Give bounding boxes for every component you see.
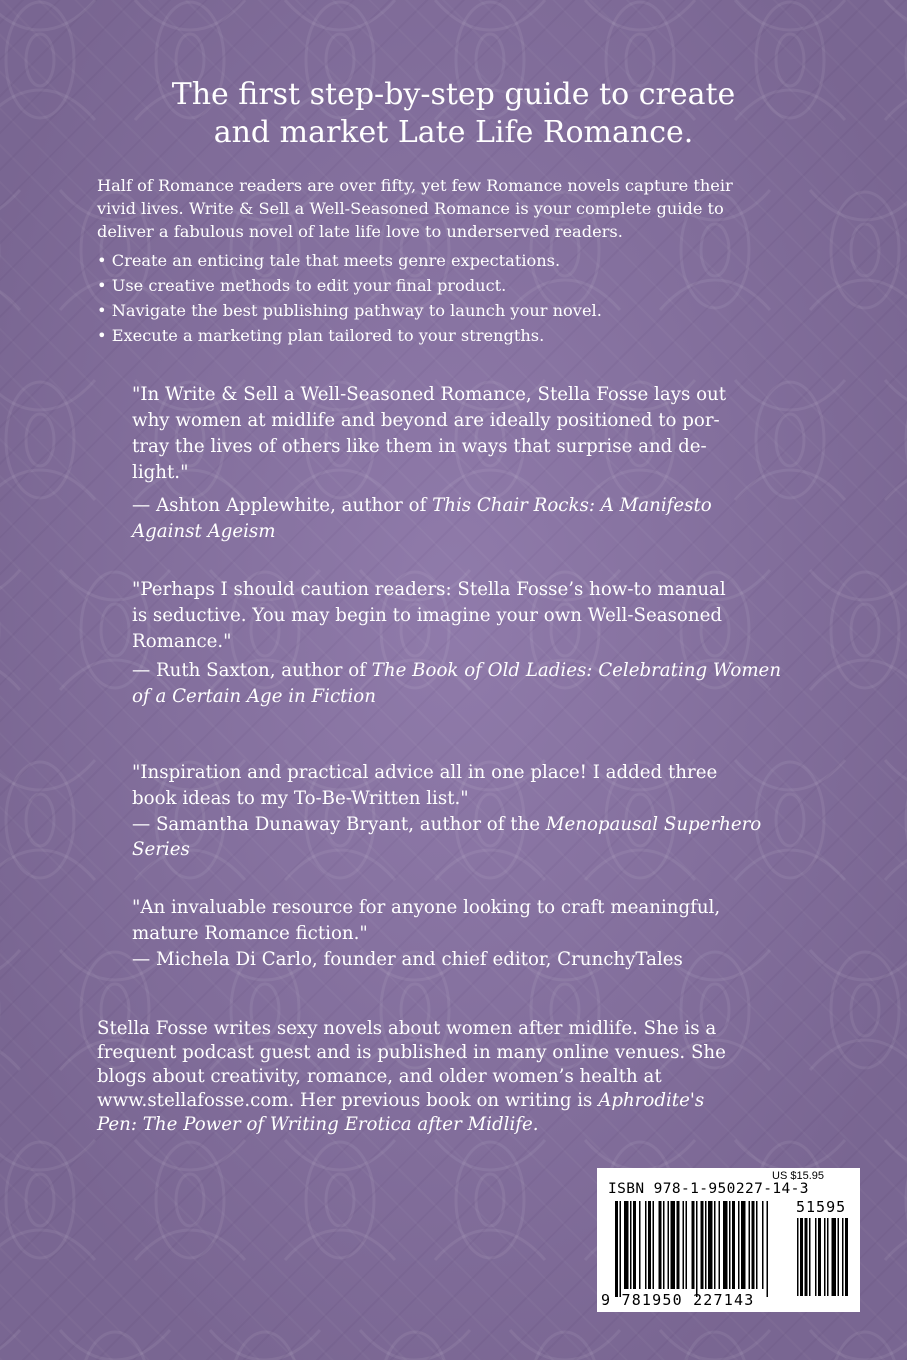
bio-line: blogs about creativity, romance, and older women’s health at bbox=[97, 1066, 662, 1087]
barcode-bar bbox=[719, 1201, 721, 1289]
isbn-label: ISBN 978-1-950227-14-3 bbox=[608, 1181, 809, 1197]
bullet-item: • Navigate the best publishing pathway to launch your novel. bbox=[97, 301, 602, 320]
barcode-bar bbox=[729, 1201, 731, 1289]
addon-bar bbox=[809, 1218, 811, 1296]
barcode-bar bbox=[683, 1201, 685, 1289]
damask-motif bbox=[0, 950, 20, 1070]
damask-motif bbox=[0, 1330, 20, 1360]
addon-bar bbox=[824, 1218, 826, 1296]
intro-line: Half of Romance readers are over fifty, yet few Romance novels capture their bbox=[97, 176, 733, 195]
barcode-bar bbox=[756, 1201, 758, 1289]
intro-line: deliver a fabulous novel of late life love to underserved readers. bbox=[97, 222, 623, 241]
barcode-bar bbox=[663, 1201, 665, 1289]
addon-bar bbox=[800, 1218, 803, 1296]
addon-bar bbox=[832, 1218, 837, 1296]
barcode-bar bbox=[692, 1201, 695, 1289]
barcode-bar bbox=[615, 1201, 618, 1297]
blurb-line: light." bbox=[132, 462, 189, 483]
damask-motif bbox=[0, 380, 95, 500]
damask-motif bbox=[885, 380, 907, 500]
damask-motif bbox=[885, 760, 907, 880]
barcode-bar bbox=[762, 1201, 764, 1289]
blurb-line: Romance." bbox=[132, 631, 232, 652]
barcode-bar bbox=[671, 1201, 676, 1289]
barcode-bar bbox=[696, 1201, 698, 1297]
damask-motif bbox=[360, 1330, 470, 1360]
blurb-line: "Inspiration and practical advice all in one place! I added three bbox=[132, 762, 718, 783]
book-title: The Book of Old Ladies: Celebrating Women bbox=[371, 660, 782, 681]
bio-line: frequent podcast guest and is published in many online venues. She bbox=[97, 1042, 726, 1063]
addon-bar bbox=[797, 1218, 799, 1296]
blurb-line: why women at midlife and beyond are ideally positioned to por- bbox=[132, 410, 720, 431]
blurb-attribution-cont bbox=[132, 519, 276, 545]
blurb-attribution: — Ashton Applewhite, author of This Chair Rocks: A Manifesto bbox=[132, 495, 712, 516]
book-title: Series bbox=[132, 839, 190, 860]
blurb-attribution: — Samantha Dunaway Bryant, author of the Menopausal Superhero bbox=[132, 814, 762, 835]
barcode-bar bbox=[686, 1201, 688, 1289]
barcode-bar bbox=[701, 1201, 704, 1289]
blurb-line: "Perhaps I should caution readers: Stella Fosse’s how-to manual bbox=[132, 579, 726, 600]
barcode-bar bbox=[668, 1201, 670, 1289]
addon-bar bbox=[845, 1218, 848, 1296]
barcode-bar bbox=[653, 1201, 655, 1289]
damask-motif bbox=[510, 1330, 620, 1360]
barcode-bar bbox=[732, 1201, 735, 1289]
addon-bar bbox=[838, 1218, 840, 1296]
blurb-line: mature Romance fiction." bbox=[132, 923, 368, 944]
barcode-bar bbox=[738, 1201, 740, 1289]
barcode-bar bbox=[708, 1201, 713, 1289]
book-title: Against Ageism bbox=[132, 521, 276, 542]
barcode-bar bbox=[749, 1201, 751, 1289]
barcode-bar bbox=[705, 1201, 707, 1289]
barcode-bar bbox=[659, 1201, 662, 1289]
barcode-bar bbox=[639, 1201, 641, 1289]
addon-digits: 51595 bbox=[796, 1198, 847, 1216]
blurb-attribution-cont bbox=[132, 837, 190, 863]
damask-motif bbox=[0, 760, 95, 880]
addon-bar bbox=[827, 1218, 829, 1296]
bio-line: www.stellafosse.com. Her previous book on writing is Aphrodite's bbox=[97, 1090, 705, 1111]
blurb-line: "An invaluable resource for anyone looking to craft meaningful, bbox=[132, 897, 721, 918]
damask-motif bbox=[0, 190, 20, 310]
damask-motif bbox=[210, 1330, 320, 1360]
book-title: Menopausal Superhero bbox=[545, 814, 762, 835]
barcode-bar bbox=[624, 1201, 629, 1289]
book-title: Pen: The Power of Writing Erotica after Midlife. bbox=[97, 1114, 539, 1135]
book-title: of a Certain Age in Fiction bbox=[132, 686, 376, 707]
bullet-item: • Create an enticing tale that meets genre expectations. bbox=[97, 251, 561, 270]
blurb-attribution-cont bbox=[132, 684, 376, 710]
barcode-bar bbox=[741, 1201, 746, 1289]
bio-line: Stella Fosse writes sexy novels about women after midlife. She is a bbox=[97, 1018, 717, 1039]
headline-line-2: and market Late Life Romance. bbox=[213, 115, 694, 150]
damask-motif bbox=[0, 1140, 95, 1260]
barcode-bar bbox=[633, 1201, 636, 1289]
bullet-item: • Use creative methods to edit your final product. bbox=[97, 276, 507, 295]
damask-motif bbox=[285, 1140, 395, 1260]
blurb-line: tray the lives of others like them in ways that surprise and de- bbox=[132, 436, 707, 457]
blurb-attribution: — Michela Di Carlo, founder and chief editor, CrunchyTales bbox=[132, 949, 683, 970]
barcode-bar bbox=[648, 1201, 651, 1289]
barcode-bar bbox=[723, 1201, 728, 1289]
barcode-bar bbox=[645, 1201, 647, 1289]
damask-motif bbox=[435, 1140, 545, 1260]
addon-bar bbox=[815, 1218, 817, 1296]
book-title: Aphrodite's bbox=[598, 1090, 705, 1111]
barcode-bar bbox=[767, 1201, 769, 1297]
blurb-attribution: — Ruth Saxton, author of The Book of Old Ladies: Celebrating Women bbox=[132, 660, 782, 681]
barcode-bar bbox=[752, 1201, 755, 1289]
intro-line: vivid lives. Write & Sell a Well-Seasoned Romance is your complete guide to bbox=[97, 199, 724, 218]
damask-motif bbox=[810, 570, 907, 690]
damask-motif bbox=[660, 1330, 770, 1360]
isbn-barcode bbox=[597, 1168, 860, 1312]
addon-bar bbox=[842, 1218, 844, 1296]
damask-motif bbox=[810, 1330, 907, 1360]
barcode-bar bbox=[677, 1201, 680, 1289]
damask-motif bbox=[135, 1140, 245, 1260]
blurb-line: "In Write & Sell a Well-Seasoned Romance, Stella Fosse lays out bbox=[132, 384, 727, 405]
price-label: US $15.95 bbox=[772, 1170, 824, 1182]
damask-motif bbox=[60, 1330, 170, 1360]
barcode-bar bbox=[714, 1201, 716, 1289]
blurb-line: is seductive. You may begin to imagine your own Well-Seasoned bbox=[132, 605, 722, 626]
damask-motif bbox=[0, 570, 20, 690]
bullet-item: • Execute a marketing plan tailored to your strengths. bbox=[97, 326, 545, 345]
damask-motif bbox=[885, 1140, 907, 1260]
book-title: This Chair Rocks: A Manifesto bbox=[432, 495, 712, 516]
barcode-bar bbox=[620, 1201, 622, 1297]
blurb-line: book ideas to my To-Be-Written list." bbox=[132, 788, 469, 809]
bio-line bbox=[97, 1113, 837, 1138]
addon-bar bbox=[818, 1218, 821, 1296]
barcode-bar bbox=[630, 1201, 632, 1289]
headline-line-1: The first step-by-step guide to create bbox=[171, 77, 736, 112]
ean-digits: 9 781950 227143 bbox=[601, 1291, 755, 1309]
addon-bar bbox=[805, 1218, 808, 1296]
